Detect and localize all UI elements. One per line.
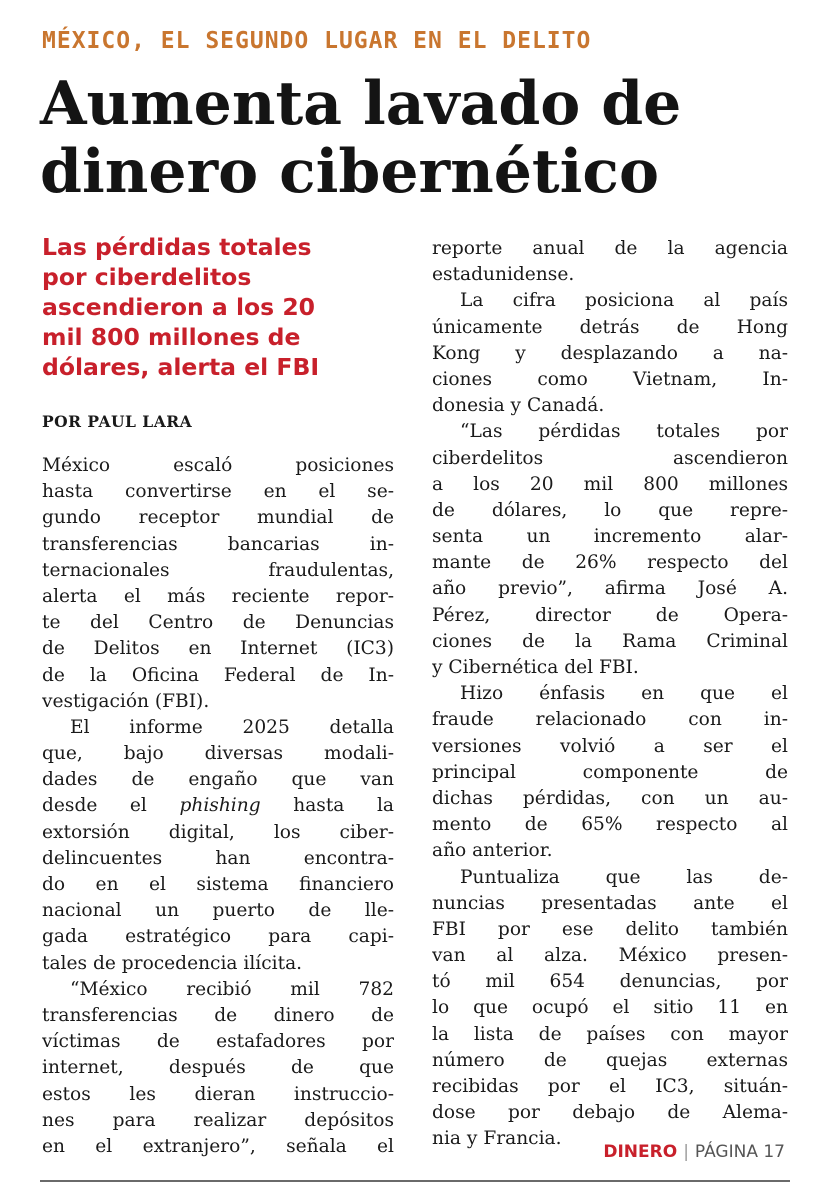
article-line: de dólares, lo que repre- xyxy=(432,499,788,521)
page-number: PÁGINA 17 xyxy=(694,1142,785,1162)
article-line: fraude relacionado con in- xyxy=(432,709,788,731)
right-body xyxy=(432,236,788,1153)
article-line: gundo receptor mundial de xyxy=(42,507,394,529)
article-line: ciones como Vietnam, In- xyxy=(432,368,788,390)
headline-line: Aumenta lavado de xyxy=(40,69,682,139)
article-line: únicamente detrás de Hong xyxy=(432,316,788,338)
article-line: de Delitos en Internet (IC3) xyxy=(42,638,394,660)
article-line: y Cibernética del FBI. xyxy=(432,657,639,678)
article-line: nes para realizar depósitos xyxy=(42,1109,394,1131)
left-body xyxy=(42,453,394,1160)
kicker: MÉXICO, EL SEGUNDO LUGAR EN EL DELITO xyxy=(42,28,592,54)
article-line: ciberdelitos ascendieron xyxy=(432,447,788,469)
article-line: la lista de países con mayor xyxy=(432,1023,788,1045)
article-line: vestigación (FBI). xyxy=(42,690,210,712)
article-line: transferencias bancarias in- xyxy=(42,533,394,555)
article-line: nuncias presentadas ante el xyxy=(432,892,788,914)
article-line: víctimas de estafadores por xyxy=(42,1031,394,1053)
article-line: México escaló posiciones xyxy=(42,455,394,476)
headline xyxy=(40,70,800,206)
headline-line: dinero cibernético xyxy=(40,137,659,207)
summary xyxy=(42,232,394,382)
article-line: versiones volvió a ser el xyxy=(432,735,788,757)
article-line: nacional un puerto de lle- xyxy=(42,900,394,922)
article-line: ternacionales fraudulentas, xyxy=(42,559,394,581)
article-line: que, bajo diversas modali- xyxy=(42,743,394,765)
article-line: Kong y desplazando a na- xyxy=(432,342,788,364)
summary-line: mil 800 millones de xyxy=(42,323,301,351)
summary-line: ascendieron a los 20 xyxy=(42,293,316,321)
article-line: reporte anual de la agencia xyxy=(432,238,788,259)
article-line: nia y Francia. xyxy=(432,1128,562,1150)
article-line: estadunidense. xyxy=(432,264,575,286)
article-line: en el extranjero”, señala el xyxy=(42,1135,394,1157)
right-column xyxy=(432,236,788,1153)
article-line: recibidas por el IC3, situán- xyxy=(432,1076,788,1097)
article-line: gada estratégico para capi- xyxy=(42,926,394,948)
summary-line: por ciberdelitos xyxy=(42,263,252,291)
article-line: mante de 26% respecto del xyxy=(432,552,788,574)
article-line: FBI por ese delito también xyxy=(432,918,788,940)
article-line: internet, después de que xyxy=(42,1057,394,1079)
left-column xyxy=(42,232,394,1160)
article-line: de la Oficina Federal de In- xyxy=(42,664,394,686)
article-line: do en el sistema financiero xyxy=(42,874,394,895)
article-line: donesia y Canadá. xyxy=(432,395,605,417)
article-line: La cifra posiciona al país xyxy=(460,290,788,312)
section-name: DINERO xyxy=(603,1142,678,1162)
bottom-rule xyxy=(40,1180,790,1182)
article-line: Pérez, director de Opera- xyxy=(432,604,788,626)
article-line: El informe 2025 detalla xyxy=(70,716,394,738)
article-line: a los 20 mil 800 millones xyxy=(432,473,788,495)
article-line: dose por debajo de Alema- xyxy=(432,1102,788,1124)
article-line: desde el phishing hasta la xyxy=(42,795,394,817)
article-line: estos les dieran instruccio- xyxy=(42,1083,394,1105)
article-line: tales de procedencia ilícita. xyxy=(42,952,303,974)
article-line: número de quejas externas xyxy=(432,1049,788,1071)
article-line: senta un incremento alar- xyxy=(432,526,788,548)
article-line: alerta el más reciente repor- xyxy=(42,585,394,607)
article-line: Puntualiza que las de- xyxy=(460,866,788,888)
article-line: principal componente de xyxy=(432,761,788,783)
italic-term: phishing xyxy=(179,795,261,817)
article-line: dichas pérdidas, con un au- xyxy=(432,787,788,809)
article-line: mento de 65% respecto al xyxy=(432,814,788,836)
article-line: extorsión digital, los ciber- xyxy=(42,821,394,843)
article-line: te del Centro de Denuncias xyxy=(42,612,394,634)
article-line: “Las pérdidas totales por xyxy=(460,421,788,443)
article-line: lo que ocupó el sitio 11 en xyxy=(432,997,788,1019)
article-line: año previo”, afirma José A. xyxy=(432,578,788,600)
article-line: transferencias de dinero de xyxy=(42,1004,394,1026)
summary-line: dólares, alerta el FBI xyxy=(42,353,320,381)
article-line: tó mil 654 denuncias, por xyxy=(432,971,788,993)
article-line: ciones de la Rama Criminal xyxy=(432,630,788,652)
summary-line: Las pérdidas totales xyxy=(42,233,312,261)
article-line: hasta convertirse en el se- xyxy=(42,481,394,503)
article-line: van al alza. México presen- xyxy=(432,945,788,967)
page-footer xyxy=(603,1142,785,1162)
byline: POR PAUL LARA xyxy=(42,412,193,431)
footer-separator: | xyxy=(683,1142,689,1162)
article-line: delincuentes han encontra- xyxy=(42,847,394,869)
article-line: año anterior. xyxy=(432,840,553,862)
article-line: Hizo énfasis en que el xyxy=(460,683,788,705)
article-line: “México recibió mil 782 xyxy=(70,978,394,1000)
article-line: dades de engaño que van xyxy=(42,769,394,791)
